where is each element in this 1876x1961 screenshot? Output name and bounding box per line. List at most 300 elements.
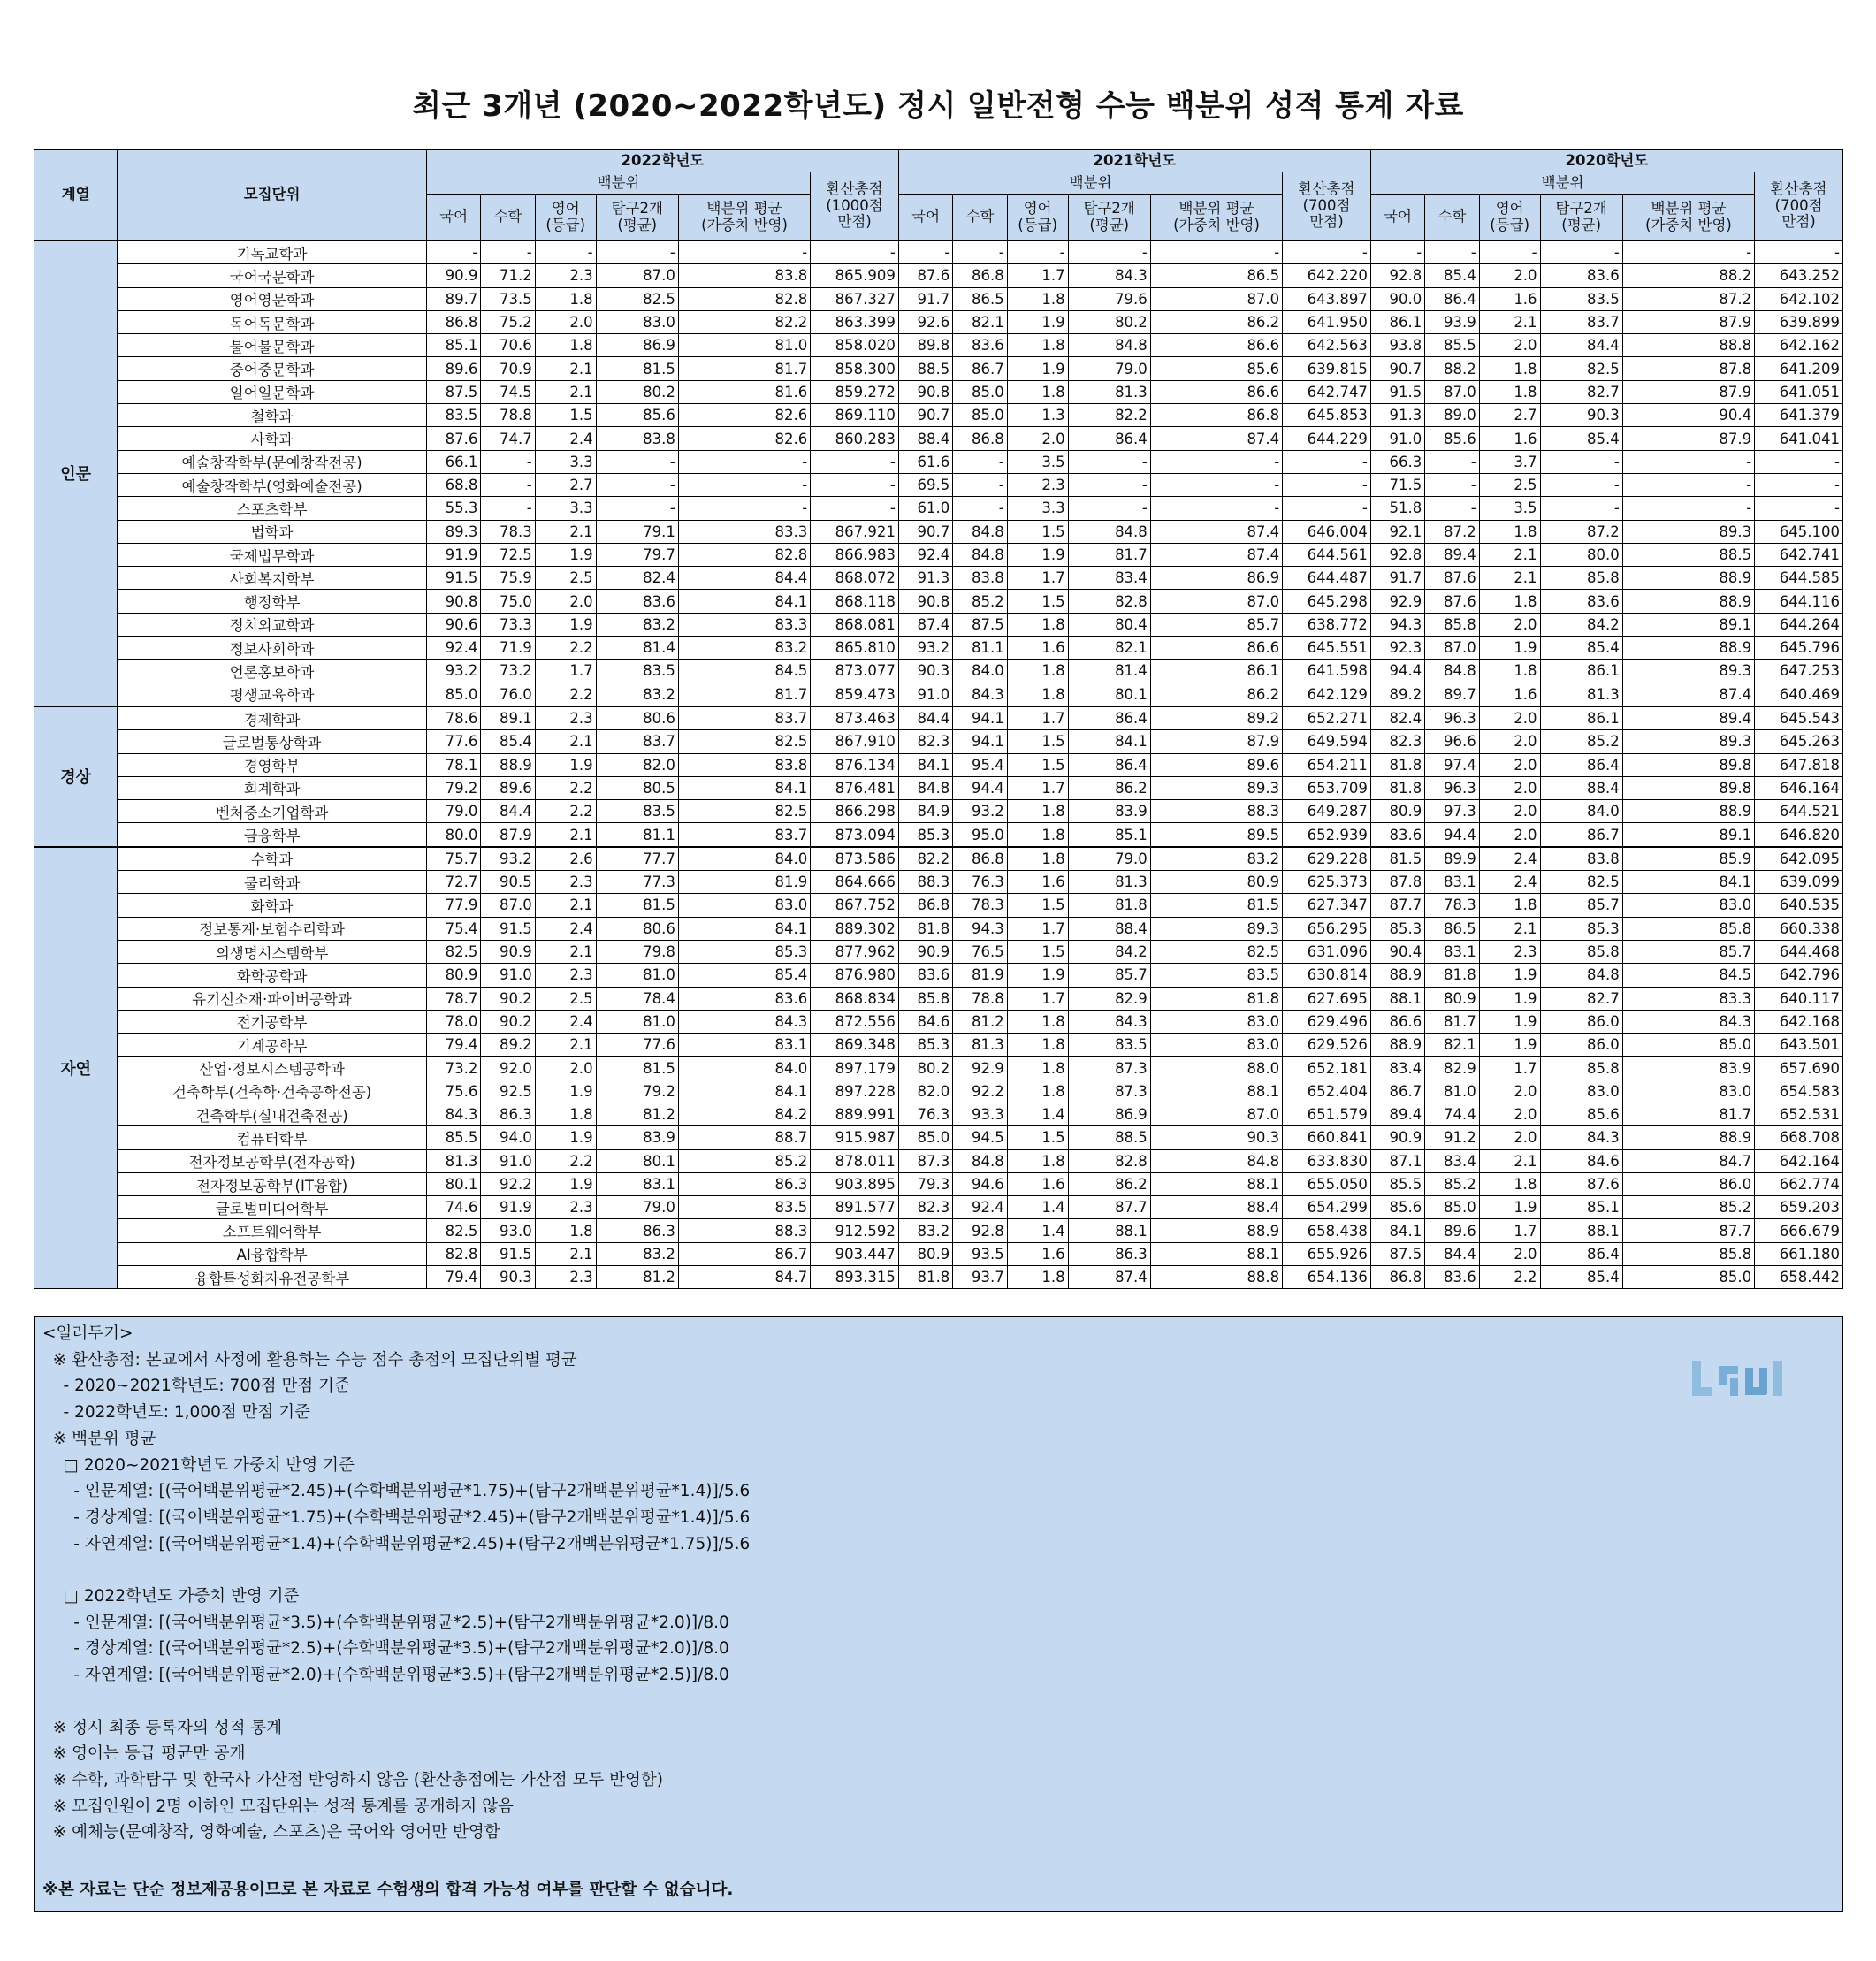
value-cell: - [1425, 240, 1479, 264]
year-header: 2022학년도 [426, 149, 898, 172]
value-cell: 866.298 [811, 800, 899, 823]
value-cell: 629.496 [1283, 1010, 1371, 1033]
unit-cell: 정보통계·보험수리학과 [118, 917, 427, 940]
table-row [34, 894, 1843, 917]
unit-cell: 일어일문학과 [118, 380, 427, 403]
table-row [34, 1010, 1843, 1033]
value-cell: 87.6 [1540, 1172, 1622, 1195]
value-cell: - [1068, 497, 1150, 520]
value-cell: 87.0 [1150, 590, 1282, 613]
value-cell: 646.820 [1755, 823, 1843, 847]
value-cell: 1.9 [1479, 637, 1540, 660]
value-cell: 94.1 [953, 706, 1007, 730]
value-cell: 2.5 [535, 567, 596, 590]
value-cell: - [596, 240, 678, 264]
value-cell: 80.2 [1068, 310, 1150, 333]
unit-cell: 물리학과 [118, 871, 427, 894]
value-cell: 84.0 [953, 660, 1007, 683]
value-cell: 627.347 [1283, 894, 1371, 917]
value-cell: 84.3 [1540, 1126, 1622, 1149]
value-cell: 85.0 [1425, 1196, 1479, 1219]
value-cell: 3.7 [1479, 450, 1540, 473]
value-cell: 878.011 [811, 1149, 899, 1172]
value-cell: - [596, 473, 678, 496]
value-cell: 84.3 [1622, 1010, 1754, 1033]
value-cell: 81.8 [1370, 776, 1424, 799]
value-cell: 644.468 [1755, 940, 1843, 963]
value-cell: 83.5 [1068, 1034, 1150, 1057]
value-cell: 83.8 [678, 264, 810, 287]
value-cell: 83.0 [678, 894, 810, 917]
value-cell: 876.481 [811, 776, 899, 799]
value-cell: 83.1 [1425, 871, 1479, 894]
value-cell: 66.3 [1370, 450, 1424, 473]
value-cell: 83.6 [1540, 590, 1622, 613]
value-cell: 82.7 [1540, 380, 1622, 403]
page-title: 최근 3개년 (2020~2022학년도) 정시 일반전형 수능 백분위 성적 통계 자료 [412, 88, 1464, 124]
value-cell: 90.8 [898, 380, 952, 403]
value-cell: 89.8 [1622, 753, 1754, 776]
value-cell: 2.6 [535, 847, 596, 871]
table-row [34, 1172, 1843, 1195]
value-cell: 83.2 [898, 1219, 952, 1242]
value-cell: 85.4 [1540, 1266, 1622, 1289]
value-cell: 84.4 [1540, 334, 1622, 357]
subject-header: 국어 [426, 195, 480, 241]
value-cell: 2.0 [1479, 613, 1540, 636]
value-cell: 1.9 [1479, 987, 1540, 1010]
value-cell: 85.5 [1425, 334, 1479, 357]
value-cell: 89.5 [1150, 823, 1282, 847]
value-cell: 90.4 [1370, 940, 1424, 963]
value-cell: 88.1 [1370, 987, 1424, 1010]
value-cell: 84.3 [426, 1103, 480, 1125]
value-cell: 78.8 [953, 987, 1007, 1010]
value-cell: 80.9 [1150, 871, 1282, 894]
value-cell: 83.6 [678, 987, 810, 1010]
value-cell: 73.2 [426, 1057, 480, 1080]
value-cell: 87.4 [1068, 1266, 1150, 1289]
value-cell: 1.8 [1007, 847, 1068, 871]
unit-cell: 전자정보공학부(전자공학) [118, 1149, 427, 1172]
value-cell: 85.2 [1622, 1196, 1754, 1219]
value-cell: 83.0 [1622, 894, 1754, 917]
value-cell: 1.8 [1007, 660, 1068, 683]
subject-header: 영어 (등급) [1479, 195, 1540, 241]
note-line: - 인문계열: [(국어백분위평균*2.45)+(수학백분위평균*1.75)+(탐구2개백분위평균*1.4)]/5.6 [42, 1482, 751, 1501]
value-cell: 87.4 [1150, 543, 1282, 566]
value-cell: 88.8 [1150, 1266, 1282, 1289]
value-cell: 83.7 [596, 730, 678, 753]
value-cell: 2.1 [1479, 1149, 1540, 1172]
unit-cell: 정치외교학과 [118, 613, 427, 636]
value-cell: 79.2 [426, 776, 480, 799]
value-cell: 1.8 [1007, 1010, 1068, 1033]
value-cell: 1.7 [1007, 567, 1068, 590]
value-cell: 82.1 [953, 310, 1007, 333]
value-cell: 81.5 [596, 357, 678, 380]
value-cell: 88.3 [898, 871, 952, 894]
value-cell: 640.117 [1755, 987, 1843, 1010]
unit-cell: 글로벌통상학과 [118, 730, 427, 753]
value-cell: 75.7 [426, 847, 480, 871]
value-cell: 82.0 [898, 1080, 952, 1103]
value-cell: 82.9 [1068, 987, 1150, 1010]
value-cell: - [1540, 497, 1622, 520]
unit-cell: 독어독문학과 [118, 310, 427, 333]
value-cell: 85.0 [953, 404, 1007, 427]
value-cell: 87.8 [1370, 871, 1424, 894]
unit-cell: 스포츠학부 [118, 497, 427, 520]
value-cell: 865.810 [811, 637, 899, 660]
unit-cell: 벤처중소기업학과 [118, 800, 427, 823]
value-cell: 858.020 [811, 334, 899, 357]
value-cell: 641.950 [1283, 310, 1371, 333]
value-cell: 2.1 [535, 1034, 596, 1057]
value-cell: - [596, 450, 678, 473]
value-cell: 84.8 [1068, 334, 1150, 357]
value-cell: 1.5 [1007, 730, 1068, 753]
value-cell: 88.4 [1540, 776, 1622, 799]
unit-cell: 평생교육학과 [118, 683, 427, 706]
value-cell: 653.709 [1283, 776, 1371, 799]
value-cell: 86.8 [953, 264, 1007, 287]
value-cell: 79.4 [426, 1266, 480, 1289]
value-cell: 85.3 [1370, 917, 1424, 940]
value-cell: 652.271 [1283, 706, 1371, 730]
value-cell: 83.1 [678, 1034, 810, 1057]
value-cell: 82.7 [1540, 987, 1622, 1010]
value-cell: 70.9 [481, 357, 535, 380]
value-cell: 1.8 [1007, 1149, 1068, 1172]
value-cell: 90.2 [481, 1010, 535, 1033]
unit-cell: 회계학과 [118, 776, 427, 799]
value-cell: 85.1 [1068, 823, 1150, 847]
value-cell: 78.3 [481, 520, 535, 543]
value-cell: 94.3 [1370, 613, 1424, 636]
value-cell: 94.4 [1425, 823, 1479, 847]
value-cell: 86.8 [1150, 404, 1282, 427]
table-row [34, 800, 1843, 823]
table-row [34, 590, 1843, 613]
value-cell: 87.0 [596, 264, 678, 287]
value-cell: 643.501 [1755, 1034, 1843, 1057]
value-cell: - [678, 473, 810, 496]
value-cell: 89.1 [1622, 613, 1754, 636]
value-cell: 86.9 [596, 334, 678, 357]
value-cell: 91.2 [1425, 1126, 1479, 1149]
unit-cell: 국어국문학과 [118, 264, 427, 287]
value-cell: 87.5 [1370, 1242, 1424, 1265]
value-cell: 80.9 [1370, 800, 1424, 823]
value-cell: 84.2 [678, 1103, 810, 1125]
value-cell: 88.8 [1622, 334, 1754, 357]
value-cell: - [1622, 240, 1754, 264]
value-cell: 85.6 [1540, 1103, 1622, 1125]
value-cell: - [1283, 240, 1371, 264]
value-cell: 85.6 [1425, 427, 1479, 450]
value-cell: 88.9 [481, 753, 535, 776]
value-cell: 639.899 [1755, 310, 1843, 333]
value-cell: 88.9 [1622, 800, 1754, 823]
value-cell: 1.8 [1479, 357, 1540, 380]
value-cell: 85.0 [426, 683, 480, 706]
value-cell: 87.8 [1622, 357, 1754, 380]
value-cell: 93.2 [953, 800, 1007, 823]
value-cell: 85.8 [1540, 940, 1622, 963]
value-cell: 89.4 [1622, 706, 1754, 730]
value-cell: 1.8 [1007, 613, 1068, 636]
value-cell: 82.1 [1068, 637, 1150, 660]
value-cell: 88.5 [1622, 543, 1754, 566]
note-line: - 경상계열: [(국어백분위평균*1.75)+(수학백분위평균*2.45)+(탐구2개백분위평균*1.4)]/5.6 [42, 1507, 751, 1527]
table-row [34, 567, 1843, 590]
value-cell: 2.0 [535, 310, 596, 333]
value-cell: 86.0 [1540, 1010, 1622, 1033]
unit-cell: 국제법무학과 [118, 543, 427, 566]
value-cell: 87.0 [1150, 287, 1282, 310]
value-cell: 83.8 [596, 427, 678, 450]
value-cell: 88.1 [1150, 1172, 1282, 1195]
value-cell: 87.7 [1370, 894, 1424, 917]
value-cell: - [1755, 450, 1843, 473]
value-cell: 90.7 [898, 404, 952, 427]
subject-header: 탐구2개 (평균) [1068, 195, 1150, 241]
value-cell: 85.1 [426, 334, 480, 357]
value-cell: 86.3 [1068, 1242, 1150, 1265]
value-cell: - [1755, 497, 1843, 520]
value-cell: 2.1 [1479, 567, 1540, 590]
note-line: - 경상계열: [(국어백분위평균*2.5)+(수학백분위평균*3.5)+(탐구2개백분위평균*2.0)]/8.0 [42, 1639, 729, 1659]
value-cell: 83.1 [1425, 940, 1479, 963]
subject-header: 백분위 평균 (가중치 반영) [678, 195, 810, 241]
table-row [34, 730, 1843, 753]
value-cell: 625.373 [1283, 871, 1371, 894]
value-cell: 91.0 [481, 964, 535, 987]
value-cell: 83.2 [596, 683, 678, 706]
value-cell: 86.6 [1150, 334, 1282, 357]
value-cell: 1.8 [1479, 894, 1540, 917]
unit-cell: 융합특성화자유전공학부 [118, 1266, 427, 1289]
unit-cell: 사학과 [118, 427, 427, 450]
table-row [34, 334, 1843, 357]
value-cell: - [1479, 240, 1540, 264]
value-cell: - [953, 497, 1007, 520]
note-line: ※ 예체능(문예창작, 영화예술, 스포츠)은 국어와 영어만 반영함 [42, 1823, 500, 1843]
value-cell: 90.9 [1370, 1126, 1424, 1149]
value-cell: 94.5 [953, 1126, 1007, 1149]
value-cell: 87.4 [898, 613, 952, 636]
value-cell: 79.1 [596, 520, 678, 543]
value-cell: - [678, 240, 810, 264]
value-cell: 2.4 [1479, 847, 1540, 871]
value-cell: 1.8 [1479, 380, 1540, 403]
value-cell: 631.096 [1283, 940, 1371, 963]
value-cell: 85.1 [1540, 1196, 1622, 1219]
value-cell: 80.6 [596, 917, 678, 940]
value-cell: 83.0 [1150, 1034, 1282, 1057]
value-cell: 71.5 [1370, 473, 1424, 496]
value-cell: 640.469 [1755, 683, 1843, 706]
value-cell: 81.3 [953, 1034, 1007, 1057]
value-cell: 73.3 [481, 613, 535, 636]
value-cell: 72.7 [426, 871, 480, 894]
value-cell: - [1283, 497, 1371, 520]
value-cell: 94.3 [953, 917, 1007, 940]
value-cell: 79.0 [1068, 357, 1150, 380]
value-cell: 81.8 [1068, 894, 1150, 917]
value-cell: 93.0 [481, 1219, 535, 1242]
table-row [34, 520, 1843, 543]
value-cell: 85.7 [1068, 964, 1150, 987]
value-cell: 642.220 [1283, 264, 1371, 287]
value-cell: 1.7 [1007, 917, 1068, 940]
value-cell: 88.4 [1068, 917, 1150, 940]
value-cell: - [481, 240, 535, 264]
value-cell: 85.3 [678, 940, 810, 963]
value-cell: 78.0 [426, 1010, 480, 1033]
table-row [34, 940, 1843, 963]
value-cell: 1.8 [535, 1103, 596, 1125]
value-cell: 83.3 [678, 613, 810, 636]
table-row [34, 660, 1843, 683]
value-cell: 76.3 [953, 871, 1007, 894]
value-cell: 1.4 [1007, 1219, 1068, 1242]
value-cell: 86.2 [1068, 1172, 1150, 1195]
value-cell: 83.3 [678, 520, 810, 543]
value-cell: 642.741 [1755, 543, 1843, 566]
value-cell: 78.3 [953, 894, 1007, 917]
value-cell: 93.9 [1425, 310, 1479, 333]
value-cell: 89.3 [426, 520, 480, 543]
value-cell: 2.0 [1479, 800, 1540, 823]
value-cell: 858.300 [811, 357, 899, 380]
value-cell: 1.8 [535, 287, 596, 310]
value-cell: 87.4 [1622, 683, 1754, 706]
value-cell: 1.5 [1007, 940, 1068, 963]
value-cell: 638.772 [1283, 613, 1371, 636]
value-cell: 2.2 [535, 1149, 596, 1172]
table-row [34, 637, 1843, 660]
value-cell: 81.9 [678, 871, 810, 894]
value-cell: 891.577 [811, 1196, 899, 1219]
value-cell: 83.5 [596, 660, 678, 683]
value-cell: 87.0 [1425, 380, 1479, 403]
value-cell: 1.9 [1479, 1010, 1540, 1033]
value-cell: 90.3 [898, 660, 952, 683]
value-cell: 76.5 [953, 940, 1007, 963]
value-cell: 867.910 [811, 730, 899, 753]
note-line: ※ 환산총점: 본교에서 사정에 활용하는 수능 점수 총점의 모집단위별 평균 [42, 1350, 577, 1370]
value-cell: 642.162 [1755, 334, 1843, 357]
value-cell: 646.004 [1283, 520, 1371, 543]
value-cell: 90.9 [898, 940, 952, 963]
value-cell: 84.8 [953, 520, 1007, 543]
value-cell: 82.8 [1068, 590, 1150, 613]
value-cell: 87.6 [898, 264, 952, 287]
value-cell: - [953, 240, 1007, 264]
value-cell: 876.980 [811, 964, 899, 987]
value-cell: 1.9 [1007, 964, 1068, 987]
value-cell: 96.6 [1425, 730, 1479, 753]
value-cell: 88.9 [1622, 590, 1754, 613]
value-cell: 89.2 [1150, 706, 1282, 730]
value-cell: 652.181 [1283, 1057, 1371, 1080]
unit-cell: 산업·정보시스템공학과 [118, 1057, 427, 1080]
table-row [34, 357, 1843, 380]
value-cell: 3.3 [1007, 497, 1068, 520]
value-cell: 644.521 [1755, 800, 1843, 823]
value-cell: - [1540, 450, 1622, 473]
value-cell: 80.2 [596, 380, 678, 403]
value-cell: 84.1 [898, 753, 952, 776]
value-cell: 82.5 [678, 800, 810, 823]
value-cell: 89.2 [481, 1034, 535, 1057]
value-cell: 649.594 [1283, 730, 1371, 753]
value-cell: 644.561 [1283, 543, 1371, 566]
table-row [34, 1219, 1843, 1242]
value-cell: 642.563 [1283, 334, 1371, 357]
value-cell: 95.4 [953, 753, 1007, 776]
value-cell: 81.5 [596, 1057, 678, 1080]
value-cell: 85.0 [1622, 1034, 1754, 1057]
value-cell: 82.5 [1540, 871, 1622, 894]
value-cell: 80.1 [596, 1149, 678, 1172]
value-cell: 85.4 [1540, 427, 1622, 450]
value-cell: 93.3 [953, 1103, 1007, 1125]
value-cell: 86.7 [953, 357, 1007, 380]
value-cell: 88.1 [1150, 1242, 1282, 1265]
unit-cell: AI융합학부 [118, 1242, 427, 1265]
value-cell: 89.3 [1622, 660, 1754, 683]
unit-cell: 유기신소재·파이버공학과 [118, 987, 427, 1010]
subject-header: 백분위 평균 (가중치 반영) [1622, 195, 1754, 241]
unit-cell: 화학공학과 [118, 964, 427, 987]
value-cell: 81.8 [1370, 753, 1424, 776]
value-cell: 81.0 [678, 334, 810, 357]
value-cell: 82.2 [1068, 404, 1150, 427]
table-row [34, 1080, 1843, 1103]
value-cell: 85.0 [898, 1126, 952, 1149]
value-cell: 77.3 [596, 871, 678, 894]
note-line: - 2020~2021학년도: 700점 만점 기준 [42, 1377, 350, 1396]
value-cell: 92.1 [1370, 520, 1424, 543]
value-cell: 88.2 [1425, 357, 1479, 380]
value-cell: 87.0 [1150, 1103, 1282, 1125]
value-cell: 1.6 [1479, 427, 1540, 450]
value-cell: 82.5 [426, 1219, 480, 1242]
value-cell: 96.3 [1425, 776, 1479, 799]
group-cell: 자연 [34, 847, 118, 1289]
value-cell: 3.3 [535, 497, 596, 520]
value-cell: 86.7 [1540, 823, 1622, 847]
value-cell: 87.9 [1622, 427, 1754, 450]
value-cell: 1.7 [1007, 776, 1068, 799]
value-cell: - [596, 497, 678, 520]
value-cell: 78.8 [481, 404, 535, 427]
value-cell: 85.3 [898, 823, 952, 847]
value-cell: 652.939 [1283, 823, 1371, 847]
value-cell: 1.9 [535, 543, 596, 566]
value-cell: 82.4 [596, 567, 678, 590]
value-cell: - [1425, 450, 1479, 473]
value-cell: 83.0 [1150, 1010, 1282, 1033]
value-cell: 2.3 [535, 264, 596, 287]
value-cell: 2.3 [535, 1266, 596, 1289]
value-cell: 93.2 [426, 660, 480, 683]
value-cell: 78.7 [426, 987, 480, 1010]
note-line: - 자연계열: [(국어백분위평균*2.0)+(수학백분위평균*3.5)+(탐구2개백분위평균*2.5)]/8.0 [42, 1666, 729, 1685]
